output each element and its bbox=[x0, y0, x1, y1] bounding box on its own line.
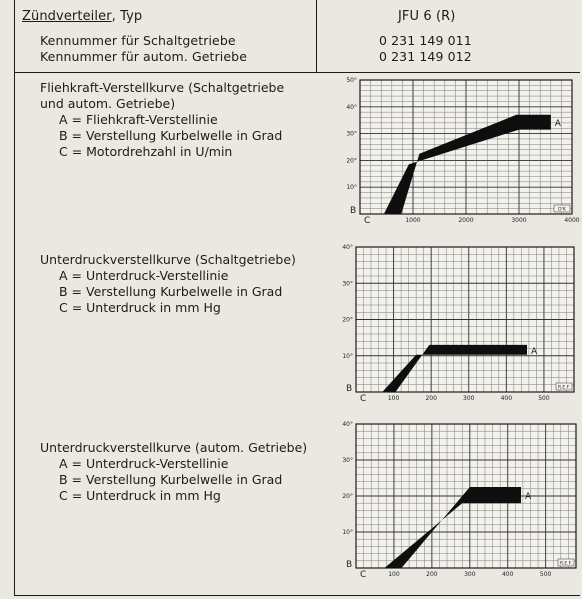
y-tick-label: 30° bbox=[342, 280, 353, 288]
y-axis-label: B bbox=[350, 206, 357, 216]
section-1-title-line-2: und autom. Getriebe) bbox=[40, 96, 176, 111]
legend-item: B = Verstellung Kurbelwelle in Grad bbox=[59, 128, 283, 143]
x-axis-label: C bbox=[360, 394, 367, 404]
series-label-a: A bbox=[525, 492, 532, 503]
x-tick-label: 3000 bbox=[511, 217, 527, 224]
part-number-label-auto: Kennummer für autom. Getriebe bbox=[40, 49, 247, 64]
x-axis-label: C bbox=[360, 570, 367, 580]
legend-item: C = Motordrehzahl in U/min bbox=[59, 144, 233, 159]
y-tick-label: 40° bbox=[342, 244, 353, 251]
x-tick-label: 200 bbox=[426, 571, 438, 578]
y-tick-label: 10° bbox=[342, 352, 353, 360]
section-1-title-line-1: Fliehkraft-Verstellkurve (Schaltgetriebe bbox=[40, 80, 285, 95]
legend-item: A = Unterdruck-Verstellinie bbox=[59, 456, 229, 471]
x-tick-label: 400 bbox=[500, 395, 513, 402]
legend-item: C = Unterdruck in mm Hg bbox=[59, 300, 221, 315]
x-tick-label: 500 bbox=[538, 395, 550, 402]
part-number-value-auto: 0 231 149 012 bbox=[379, 49, 472, 64]
series-label-a: A bbox=[531, 346, 538, 357]
x-tick-label: 200 bbox=[425, 395, 437, 402]
x-tick-label: 4000 bbox=[564, 217, 580, 224]
legend-item: B = Verstellung Kurbelwelle in Grad bbox=[59, 284, 283, 299]
legend-item: A = Fliehkraft-Verstellinie bbox=[59, 112, 218, 127]
stamp-label: R.E.F. bbox=[560, 561, 572, 567]
section-2-title-line-1: Unterdruckverstellkurve (Schaltgetriebe) bbox=[40, 252, 296, 267]
stamp-label: R.E.F. bbox=[558, 385, 570, 391]
y-tick-label: 20° bbox=[342, 316, 353, 324]
type-label-prefix: Zündverteiler bbox=[22, 9, 112, 24]
legend-item: C = Unterdruck in mm Hg bbox=[59, 488, 221, 503]
legend-item: A = Unterdruck-Verstellinie bbox=[59, 268, 229, 283]
y-tick-label: 50° bbox=[346, 77, 357, 84]
y-tick-label: 30° bbox=[346, 130, 357, 138]
y-tick-label: 20° bbox=[346, 157, 357, 165]
section-3-title-line-1: Unterdruckverstellkurve (autom. Getriebe) bbox=[40, 440, 308, 455]
type-value: JFU 6 (R) bbox=[398, 9, 456, 24]
series-label-a: A bbox=[554, 119, 561, 130]
x-tick-label: 500 bbox=[539, 571, 552, 578]
x-tick-label: 100 bbox=[388, 571, 400, 578]
x-tick-label: 2000 bbox=[458, 217, 474, 224]
y-tick-label: 10° bbox=[346, 184, 357, 192]
x-tick-label: 300 bbox=[464, 571, 476, 578]
y-tick-label: 20° bbox=[342, 493, 353, 500]
y-tick-label: 10° bbox=[342, 529, 353, 536]
x-tick-label: 100 bbox=[387, 395, 400, 402]
x-axis-label: C bbox=[364, 216, 371, 226]
stamp-label: D'K bbox=[558, 207, 566, 213]
legend-item: B = Verstellung Kurbelwelle in Grad bbox=[59, 472, 283, 487]
y-axis-label: B bbox=[346, 384, 353, 394]
type-label-suffix: , Typ bbox=[111, 9, 143, 24]
y-tick-label: 40° bbox=[342, 421, 353, 428]
x-tick-label: 300 bbox=[463, 395, 475, 402]
y-tick-label: 30° bbox=[342, 457, 353, 464]
x-tick-label: 1000 bbox=[405, 217, 421, 224]
y-axis-label: B bbox=[346, 560, 353, 570]
y-tick-label: 40° bbox=[346, 103, 357, 111]
part-number-value-manual: 0 231 149 011 bbox=[379, 33, 472, 48]
x-tick-label: 400 bbox=[501, 571, 514, 578]
part-number-label-manual: Kennummer für Schaltgetriebe bbox=[40, 33, 236, 48]
